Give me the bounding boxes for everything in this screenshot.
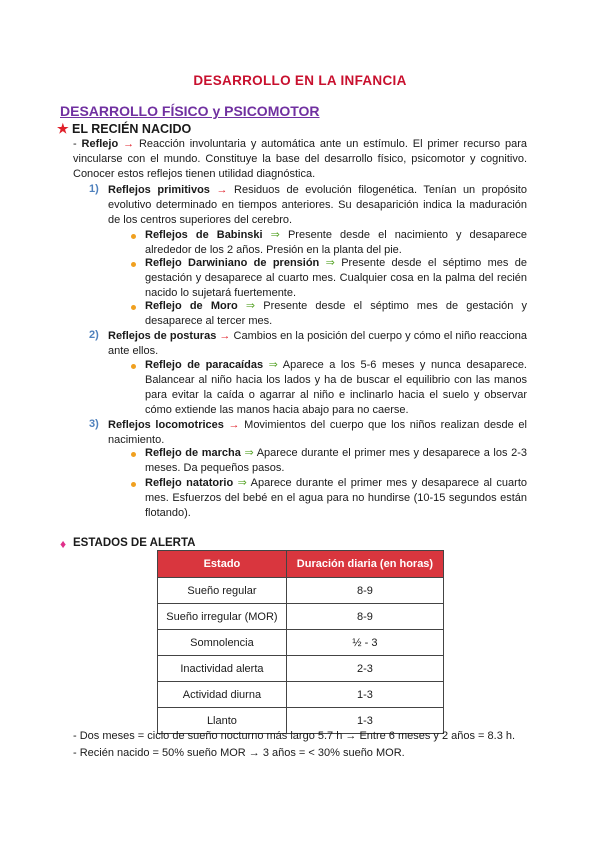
bullet-icon [131,364,136,369]
group-locomotor-reflexes: Reflejos locomotrices → Movimientos del cuerpo que los niños realizan desde el nacimiento. [108,419,527,446]
table-cell: Actividad diurna [158,682,287,708]
sleep-note: - Dos meses = ciclo de sueño nocturno más largo 5.7 h → Entre 6 meses y 2 años = 8.3 h. [73,730,516,742]
table-cell: 1-3 [286,682,443,708]
list-number: 3) [89,418,99,430]
reflejo-definition: - Reflejo → Reacción involuntaria y automática ante un estímulo. El primer recurso para vincularse con el mundo. Constituye la base del desarrollo físico, psicomotor y cognitivo. Conocer estos reflejos tienen utilidad diagnóstica. [73,138,527,180]
table-header: Estado [158,551,287,578]
group-primitive-reflexes: Reflejos primitivos → Residuos de evolución filogenética. Tenían un propósito evolutivo determinado en tiempos anteriores. Su desaparición indica la maduración de los centros superiores del cerebro. [108,184,527,226]
alert-states-heading: ♦ ESTADOS DE ALERTA [60,537,196,551]
bullet-icon [131,452,136,457]
table-cell: 8-9 [286,578,443,604]
list-item: Reflejo natatorio ⇒ Aparece durante el primer mes y desaparece al cuarto mes. Esfuerzos del bebé en el agua para no hundirse (10-15 segundos están flotando). [145,477,528,519]
table-row [158,630,444,656]
table-header-row [158,551,444,578]
group-posture-reflexes: Reflejos de posturas → Cambios en la posición del cuerpo y cómo el niño reacciona ante ellos. [108,330,527,357]
section-heading: DESARROLLO FÍSICO y PSICOMOTOR [60,103,320,119]
table-cell: Sueño irregular (MOR) [158,604,287,630]
table-cell: Llanto [158,708,287,734]
bullet-icon [131,234,136,239]
list-item: Reflejo Darwiniano de prensión ⇒ Presente desde el séptimo mes de gestación y desaparece al cuarto mes. Cualquier cosa en la palma del recién nacido lo sujetará fuertemente. [145,257,527,299]
list-item: Reflejos de Babinski ⇒ Presente desde el nacimiento y desaparece alrededor de los 2 años. Presión en la planta del pie. [145,229,527,256]
table-cell: Inactividad alerta [158,656,287,682]
table-cell: 2-3 [286,656,443,682]
alert-states-table [157,550,444,734]
document-title: DESARROLLO EN LA INFANCIA [193,73,407,88]
list-number: 2) [89,329,99,341]
table-row [158,682,444,708]
list-item: Reflejo de Moro ⇒ Presente desde el séptimo mes de gestación y desaparece al tercer mes. [145,300,527,327]
list-item: Reflejo de marcha ⇒ Aparece durante el primer mes y desaparece a los 2-3 meses. Da pequeños pasos. [145,447,527,474]
bullet-icon [131,262,136,267]
table-cell: Sueño regular [158,578,287,604]
table-cell: ½ - 3 [286,630,443,656]
sleep-note: - Recién nacido = 50% sueño MOR → 3 años = < 30% sueño MOR. [73,747,405,759]
table-row [158,656,444,682]
list-item: Reflejo de paracaídas ⇒ Aparece a los 5-6 meses y nunca desaparece. Balancear al niño hacia los lados y ha de buscar el equilibrio con las manos para evitar la caída o agarrar al niño e inclinarlo hacia el suelo y observar cómo extiende las manos hacia abajo para no caerse. [145,359,527,416]
list-number: 1) [89,183,99,195]
table-cell: 8-9 [286,604,443,630]
diamond-icon: ♦ [60,537,67,551]
subsection-heading: ★ EL RECIÉN NACIDO [57,121,192,136]
table-cell: 1-3 [286,708,443,734]
table-row [158,604,444,630]
star-icon: ★ [57,121,69,136]
bullet-icon [131,305,136,310]
bullet-icon [131,482,136,487]
table-cell: Somnolencia [158,630,287,656]
table-row [158,578,444,604]
table-header: Duración diaria (en horas) [286,551,443,578]
